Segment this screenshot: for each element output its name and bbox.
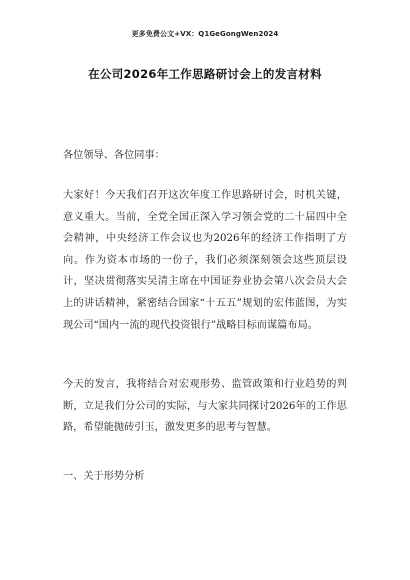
paragraph-intro: 大家好！今天我们召开这次年度工作思路研讨会，时机关键，意义重大。当前，全党全国正深入学习领会党的二十届四中全会精神，中央经济工作会议也为2026年的经济工作指明了方向。作为资本市场的一份子，我们必须深刻领会这些顶层设计，坚决贯彻落实吴清主席在中国证券业协会第八次会员大会上的讲话精神，紧密结合国家“十五五”规划的宏伟蓝图，为实现公司“国内一流的现代投资银行”战略目标而谋篇布局。	[63, 190, 347, 331]
paragraph-purpose: 今天的发言，我将结合对宏观形势、监管政策和行业趋势的判断，立足我们分公司的实际，与大家共同探讨2026年的工作思路，希望能抛砖引玉，激发更多的思考与智慧。	[63, 379, 347, 434]
salutation: 各位领导、各位同事：	[63, 150, 165, 161]
section-heading: 一、关于形势分析	[63, 471, 145, 482]
header-note: 更多免费公文+VX：Q1GeGongWen2024	[131, 30, 279, 38]
document-title: 在公司2026年工作思路研讨会上的发言材料	[88, 67, 322, 81]
